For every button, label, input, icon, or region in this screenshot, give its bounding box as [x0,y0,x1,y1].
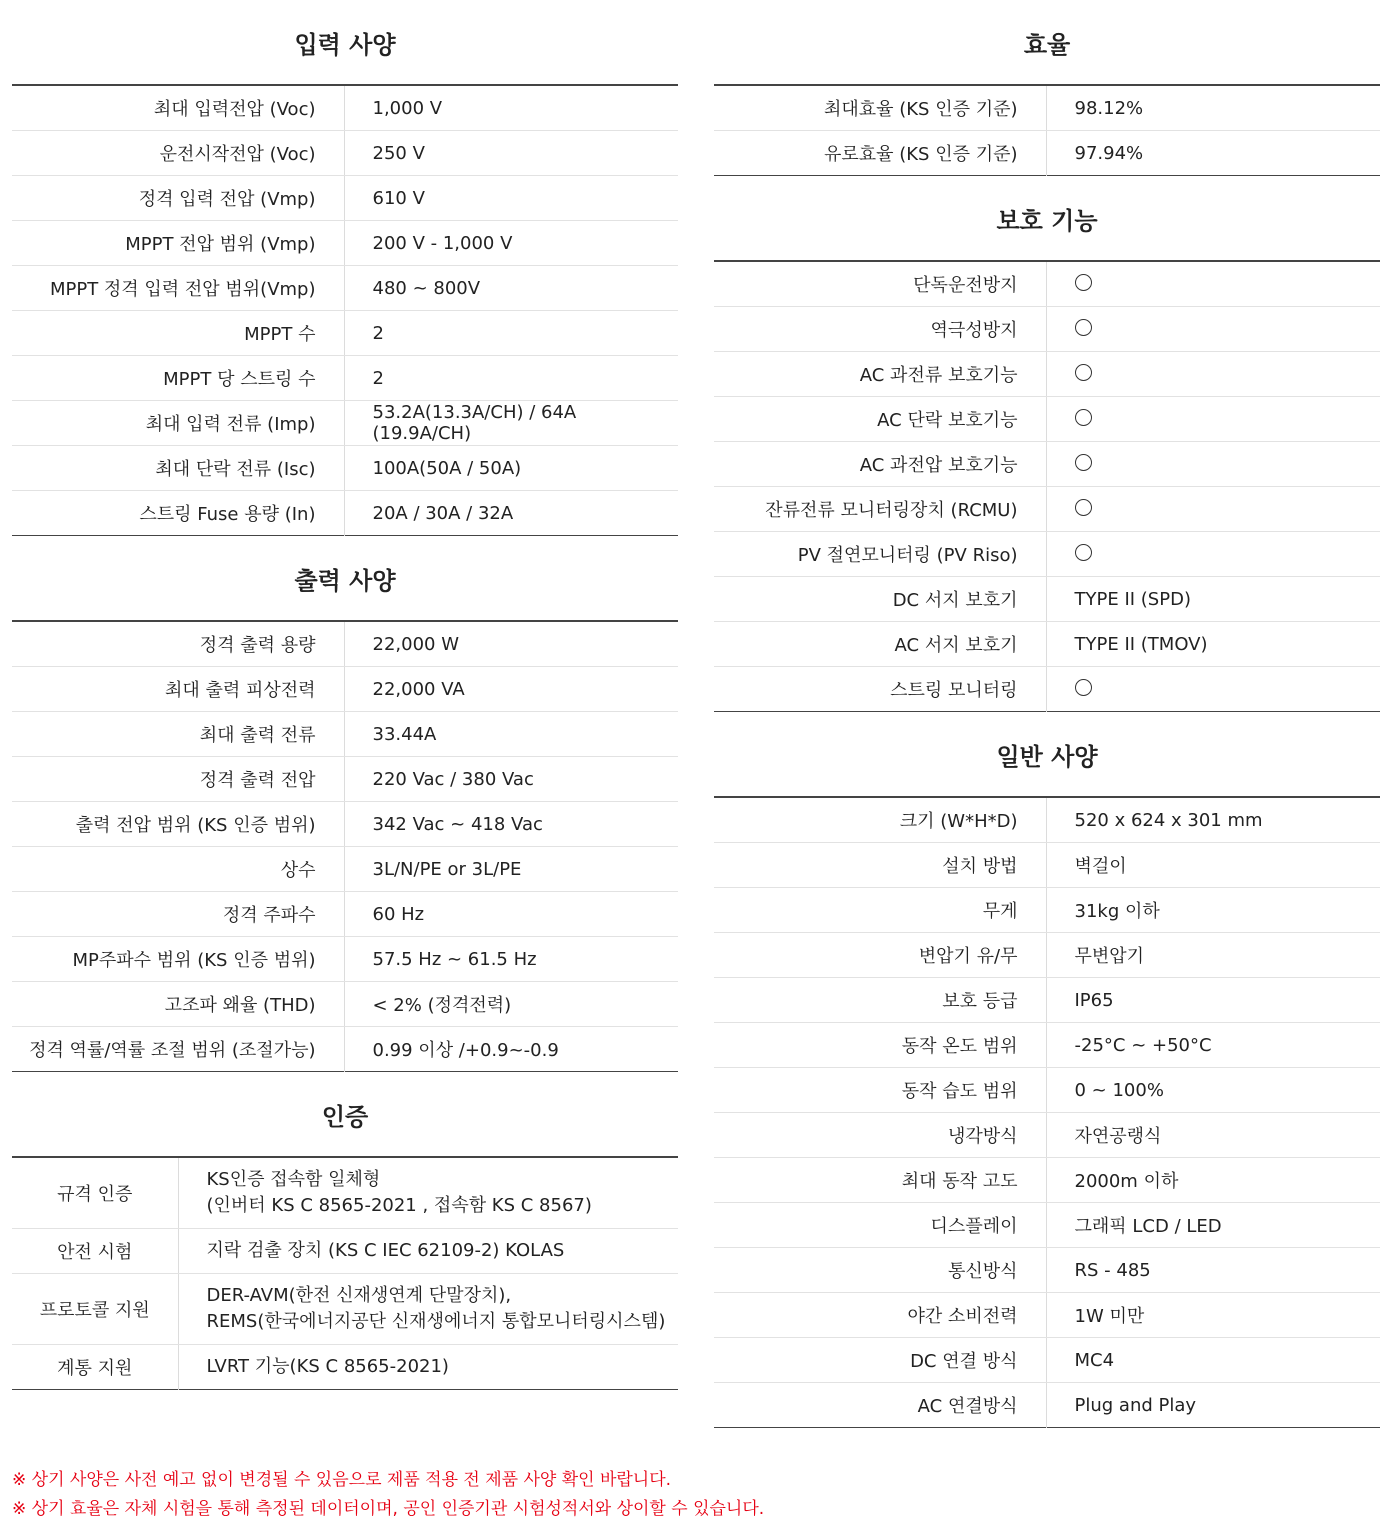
cert-value [178,1274,678,1345]
table-row [714,1203,1380,1248]
spec-label: 정격 역률/역률 조절 범위 (조절가능) [12,1027,344,1072]
table-row [12,757,678,802]
cert-value-line1: 지락 검출 장치 (KS C IEC 62109-2) KOLAS [206,1240,565,1261]
spec-label: 역극성방지 [714,307,1046,352]
table-row [12,1345,678,1390]
spec-label: 상수 [12,847,344,892]
cert-value-line1: KS인증 접속함 일체형 [206,1169,381,1190]
spec-value: 342 Vac ~ 418 Vac [344,802,678,847]
table-row [714,487,1380,532]
spec-value: 200 V - 1,000 V [344,221,678,266]
general-spec-title: 일반 사양 [996,743,1098,771]
table-row [714,352,1380,397]
circle-mark-icon [1075,499,1092,516]
table-row [12,85,678,131]
spec-label: 동작 온도 범위 [714,1023,1046,1068]
spec-label: 최대 출력 피상전력 [12,667,344,712]
disclaimer-notes [12,1466,764,1524]
spec-value: Plug and Play [1074,1394,1197,1416]
spec-value: 무변압기 [1046,933,1380,978]
spec-label: 정격 주파수 [12,892,344,937]
table-row [714,307,1380,352]
spec-value: < 2% (정격전력) [344,982,678,1027]
table-row [714,577,1380,622]
spec-label: 디스플레이 [714,1203,1046,1248]
table-row [714,1383,1380,1428]
spec-value: 0.99 이상 /+0.9~-0.9 [372,1040,559,1061]
spec-value: 98.12% [1046,85,1380,131]
spec-label: 냉각방식 [714,1113,1046,1158]
spec-value [1046,397,1380,442]
spec-value: IP65 [1046,978,1380,1023]
table-row [714,397,1380,442]
table-row [12,1027,678,1072]
spec-value: 57.5 Hz ~ 61.5 Hz [344,937,678,982]
table-row [12,1157,678,1229]
table-row [714,843,1380,888]
spec-value [1046,487,1380,532]
spec-value: 100A(50A / 50A) [344,446,678,491]
circle-mark-icon [1075,274,1092,291]
spec-label: 잔류전류 모니터링장치 (RCMU) [714,487,1046,532]
spec-label: 정격 출력 전압 [12,757,344,802]
spec-label: 단독운전방지 [714,261,1046,307]
spec-value: 53.2A(13.3A/CH) / 64A (19.9A/CH) [344,401,678,446]
spec-label: 최대 단락 전류 (Isc) [12,446,344,491]
table-row [714,978,1380,1023]
spec-value: 610 V [344,176,678,221]
spec-label: 설치 방법 [714,843,1046,888]
cert-value-line2: (인버터 KS C 8565-2021 , 접속함 KS C 8567) [206,1195,592,1216]
spec-label: 스트링 모니터링 [714,667,1046,712]
spec-label: DC 연결 방식 [714,1338,1046,1383]
table-row [714,933,1380,978]
spec-value: 2 [344,356,678,401]
spec-value: 1,000 V [344,85,678,131]
spec-value [1046,442,1380,487]
output-spec-table [12,620,678,1072]
spec-label: 유로효율 (KS 인증 기준) [714,131,1046,176]
table-row [714,1293,1380,1338]
spec-value [1046,307,1380,352]
spec-value: 그래픽 LCD / LED [1046,1203,1380,1248]
spec-label: 출력 전압 범위 (KS 인증 범위) [12,802,344,847]
spec-label: MPPT 수 [12,311,344,356]
circle-mark-icon [1075,679,1092,696]
table-row [714,532,1380,577]
protection-table [714,260,1380,712]
spec-value: 97.94% [1074,142,1144,164]
cert-value [178,1345,678,1390]
table-row [12,131,678,176]
spec-label: DC 서지 보호기 [714,577,1046,622]
spec-value: 520 x 624 x 301 mm [1046,797,1380,843]
circle-mark-icon [1075,364,1092,381]
table-row [12,356,678,401]
table-row [12,1229,678,1274]
spec-label: 보호 등급 [714,978,1046,1023]
table-row [12,446,678,491]
spec-label: 동작 습도 범위 [714,1068,1046,1113]
circle-mark-icon [1075,454,1092,471]
spec-value: 33.44A [344,712,678,757]
spec-label: 스트링 Fuse 용량 (In) [12,491,344,536]
note-spec-change: ※ 상기 사양은 사전 예고 없이 변경될 수 있음으로 제품 적용 전 제품 사양 확인 바랍니다. [12,1470,672,1490]
cert-label: 계통 지원 [12,1345,178,1390]
spec-label: 변압기 유/무 [714,933,1046,978]
spec-value: TYPE II (TMOV) [1046,622,1380,667]
table-row [12,937,678,982]
spec-value: 22,000 W [344,621,678,667]
cert-table [12,1156,678,1390]
table-row [714,888,1380,933]
spec-value: 0 ~ 100% [1046,1068,1380,1113]
left-column [12,0,678,1390]
spec-value: 31kg 이하 [1046,888,1380,933]
efficiency-title: 효율 [1023,31,1071,59]
table-row [714,667,1380,712]
spec-label: MPPT 전압 범위 (Vmp) [12,221,344,266]
spec-label: 최대 출력 전류 [12,712,344,757]
right-column [714,0,1380,1428]
cert-title: 인증 [321,1103,369,1131]
cert-value-line1: LVRT 기능(KS C 8565-2021) [206,1356,449,1377]
cert-value [178,1157,678,1229]
spec-label: 최대 동작 고도 [714,1158,1046,1203]
spec-value: 250 V [344,131,678,176]
circle-mark-icon [1075,544,1092,561]
spec-label: 운전시작전압 (Voc) [12,131,344,176]
table-row [714,85,1380,131]
spec-value: 60 Hz [344,892,678,937]
spec-label: 무게 [714,888,1046,933]
spec-label: 크기 (W*H*D) [714,797,1046,843]
table-row [714,1023,1380,1068]
spec-label: AC 과전류 보호기능 [714,352,1046,397]
spec-label: 야간 소비전력 [714,1293,1046,1338]
spec-value: 480 ~ 800V [344,266,678,311]
spec-value: 22,000 VA [344,667,678,712]
table-row [12,221,678,266]
cert-label: 프로토콜 지원 [12,1274,178,1345]
table-row [12,311,678,356]
circle-mark-icon [1075,409,1092,426]
table-row [12,491,678,536]
spec-value: MC4 [1046,1338,1380,1383]
spec-label: AC 서지 보호기 [714,622,1046,667]
protection-title: 보호 기능 [996,207,1098,235]
spec-value [1046,667,1380,712]
table-row [714,131,1380,176]
spec-label: 정격 출력 용량 [12,621,344,667]
cert-label: 안전 시험 [12,1229,178,1274]
table-row [12,621,678,667]
table-row [12,712,678,757]
table-row [714,261,1380,307]
table-row [714,797,1380,843]
efficiency-table [714,84,1380,176]
spec-value: 3L/N/PE or 3L/PE [344,847,678,892]
cert-value-line1: DER-AVM(한전 신재생연계 단말장치), [206,1285,512,1306]
table-row [714,622,1380,667]
spec-value [1046,261,1380,307]
spec-value [1046,532,1380,577]
table-row [714,1158,1380,1203]
table-row [12,847,678,892]
spec-value: 자연공랭식 [1046,1113,1380,1158]
table-row [12,892,678,937]
spec-value: 2000m 이하 [1046,1158,1380,1203]
cert-value [178,1229,678,1274]
circle-mark-icon [1075,319,1092,336]
cert-label: 규격 인증 [12,1157,178,1229]
spec-label: 최대 입력전압 (Voc) [12,85,344,131]
spec-label: MPPT 당 스트링 수 [12,356,344,401]
table-row [12,176,678,221]
spec-value: 20A / 30A / 32A [372,502,514,524]
spec-value: 220 Vac / 380 Vac [344,757,678,802]
spec-label: 정격 입력 전압 (Vmp) [12,176,344,221]
spec-label: 최대 입력 전류 (Imp) [12,401,344,446]
spec-value: TYPE II (SPD) [1046,577,1380,622]
output-spec-title: 출력 사양 [294,567,396,595]
table-row [714,1068,1380,1113]
table-row [714,1248,1380,1293]
input-spec-table [12,84,678,536]
table-row [12,401,678,446]
spec-value: 2 [344,311,678,356]
spec-value: RS - 485 [1046,1248,1380,1293]
table-row [12,266,678,311]
spec-label: 고조파 왜율 (THD) [12,982,344,1027]
cert-value-line2: REMS(한국에너지공단 신재생에너지 통합모니터링시스템) [206,1311,666,1332]
spec-label: AC 과전압 보호기능 [714,442,1046,487]
table-row [714,1113,1380,1158]
spec-label: 최대효율 (KS 인증 기준) [714,85,1046,131]
spec-label: PV 절연모니터링 (PV Riso) [714,532,1046,577]
spec-value: 벽걸이 [1046,843,1380,888]
spec-value: -25°C ~ +50°C [1046,1023,1380,1068]
table-row [12,802,678,847]
table-row [12,667,678,712]
spec-value [1046,352,1380,397]
spec-label: AC 단락 보호기능 [714,397,1046,442]
table-row [12,1274,678,1345]
spec-label: 통신방식 [714,1248,1046,1293]
table-row [12,982,678,1027]
note-efficiency: ※ 상기 효율은 자체 시험을 통해 측정된 데이터이며, 공인 인증기관 시험성적서와 상이할 수 있습니다. [12,1499,765,1519]
general-spec-table [714,796,1380,1428]
spec-label: MPPT 정격 입력 전압 범위(Vmp) [12,266,344,311]
table-row [714,1338,1380,1383]
spec-label: AC 연결방식 [714,1383,1046,1428]
input-spec-title: 입력 사양 [294,31,396,59]
table-row [714,442,1380,487]
spec-value: 1W 미만 [1046,1293,1380,1338]
spec-label: MP주파수 범위 (KS 인증 범위) [12,937,344,982]
